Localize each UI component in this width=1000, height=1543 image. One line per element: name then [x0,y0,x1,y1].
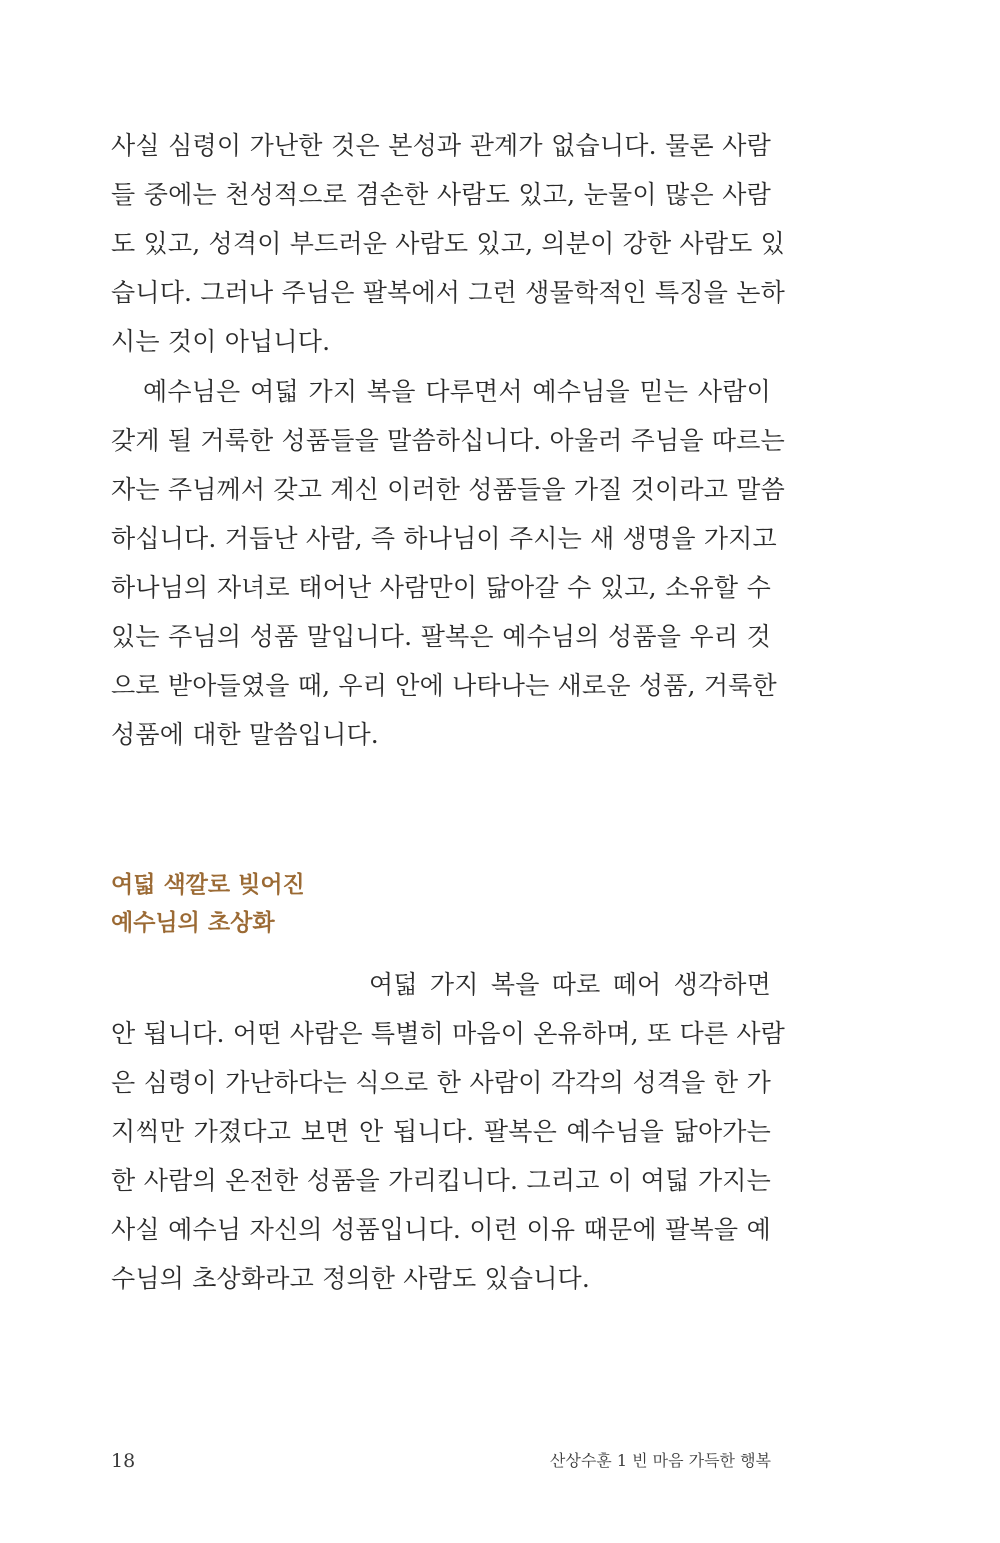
text-line: 자는 주님께서 갖고 계신 이러한 성품들을 가질 것이라고 말씀 [111,475,785,504]
section-heading [111,866,305,942]
text-line: 으로 받아들였을 때, 우리 안에 나타나는 새로운 성품, 거룩한 [111,671,777,700]
text-line: 은 심령이 가난하다는 식으로 한 사람이 각각의 성격을 한 가 [111,1068,771,1097]
text-line: 한 사람의 온전한 성품을 가리킵니다. 그리고 이 여덟 가지는 [111,1166,771,1195]
text-line: 시는 것이 아닙니다. [111,327,331,356]
running-footer-title: 산상수훈 1 빈 마음 가득한 행복 [549,1451,771,1470]
body-paragraph-1 [111,121,786,366]
text-line: 들 중에는 천성적으로 겸손한 사람도 있고, 눈물이 많은 사람 [111,180,771,209]
text-line: 여덟 가지 복을 따로 떼어 생각하면 [369,970,771,999]
text-line: 예수님은 여덟 가지 복을 다루면서 예수님을 믿는 사람이 [143,377,771,406]
text-line: 지씩만 가졌다고 보면 안 됩니다. 팔복은 예수님을 닮아가는 [111,1117,771,1146]
text-line: 사실 예수님 자신의 성품입니다. 이런 이유 때문에 팔복을 예 [111,1215,771,1244]
text-line: 수님의 초상화라고 정의한 사람도 있습니다. [111,1264,591,1293]
text-line: 하나님의 자녀로 태어난 사람만이 닮아갈 수 있고, 소유할 수 [111,573,771,602]
body-paragraph-3 [111,960,786,1303]
page-number: 18 [111,1450,136,1472]
body-paragraph-2 [111,367,785,759]
text-line: 성품에 대한 말씀입니다. [111,720,379,749]
section-heading-line-1: 여덟 색깔로 빚어진 [111,872,305,898]
text-line: 갖게 될 거룩한 성품들을 말씀하십니다. 아울러 주님을 따르는 [111,426,785,455]
text-line: 사실 심령이 가난한 것은 본성과 관계가 없습니다. 물론 사람 [111,131,771,160]
text-line: 안 됩니다. 어떤 사람은 특별히 마음이 온유하며, 또 다른 사람 [111,1019,786,1048]
section-heading-line-2: 예수님의 초상화 [111,910,275,936]
text-line: 습니다. 그러나 주님은 팔복에서 그런 생물학적인 특징을 논하 [111,278,785,307]
text-line: 있는 주님의 성품 말입니다. 팔복은 예수님의 성품을 우리 것 [111,622,771,651]
text-line: 하십니다. 거듭난 사람, 즉 하나님이 주시는 새 생명을 가지고 [111,524,777,553]
text-line: 도 있고, 성격이 부드러운 사람도 있고, 의분이 강한 사람도 있 [111,229,786,258]
